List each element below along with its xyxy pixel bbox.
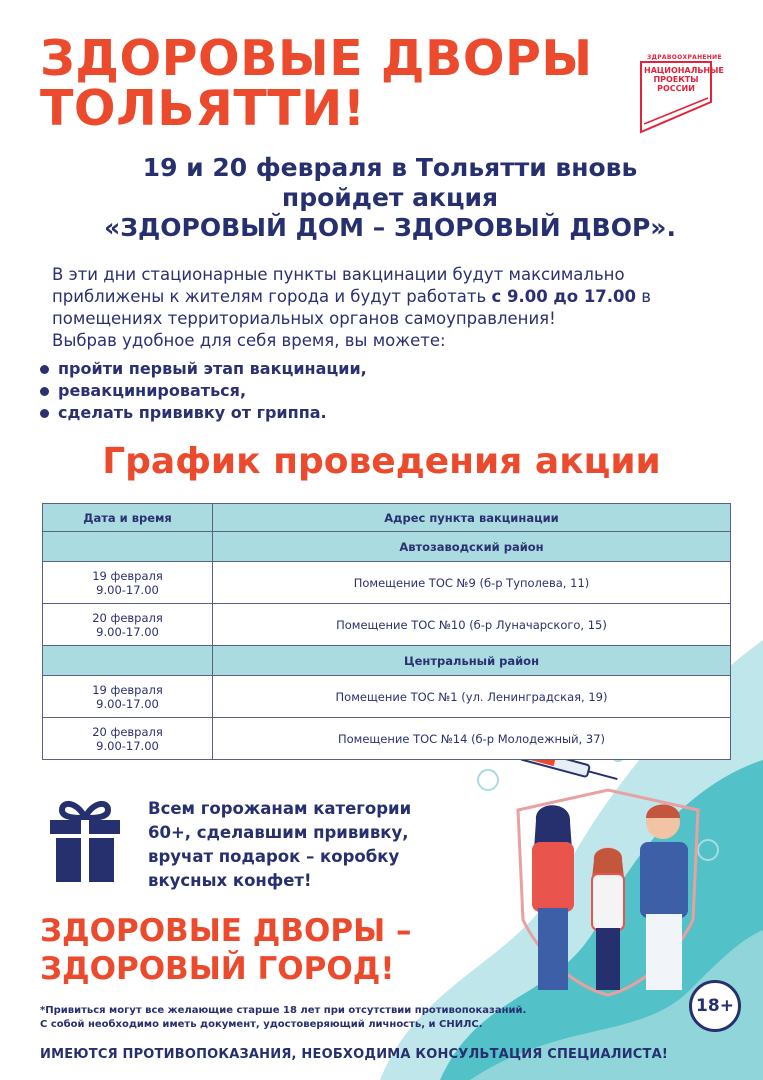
table-header-row	[43, 504, 731, 532]
date-text: 19 февраля	[92, 568, 163, 583]
address-cell: Помещение ТОС №10 (б-р Луначарского, 15)	[213, 604, 731, 646]
table-row	[43, 676, 731, 718]
mother-figure	[532, 805, 574, 990]
headline-line-1: 19 и 20 февраля в Тольятти вновь	[142, 153, 638, 182]
headline-line-3: «ЗДОРОВЫЙ ДОМ – ЗДОРОВЫЙ ДВОР».	[104, 213, 676, 242]
bullet-icon	[40, 365, 49, 374]
headline	[30, 153, 750, 243]
list-item	[40, 402, 367, 424]
contraindications-warning: ИМЕЮТСЯ ПРОТИВОПОКАЗАНИЯ, НЕОБХОДИМА КОНСУЛЬТАЦИЯ СПЕЦИАЛИСТА!	[40, 1047, 669, 1062]
list-item	[40, 358, 367, 380]
address-cell: Помещение ТОС №14 (б-р Молодежный, 37)	[213, 718, 731, 760]
logo-line-2: ПРОЕКТЫ	[653, 75, 699, 84]
footnote	[40, 1004, 640, 1032]
headline-line-2: пройдет акция	[281, 183, 499, 212]
national-projects-logo	[613, 42, 723, 134]
district-name: Центральный район	[213, 646, 731, 676]
district-row	[43, 532, 731, 562]
column-header-address: Адрес пункта вакцинации	[213, 504, 731, 532]
slogan	[40, 912, 412, 988]
intro-text-2: в помещениях территориальных органов самоуправления!	[52, 287, 651, 328]
time-text: 9.00-17.00	[96, 738, 159, 753]
gift-line-4: вкусных конфет!	[148, 871, 312, 890]
options-list	[40, 358, 367, 424]
slogan-line-1: ЗДОРОВЫЕ ДВОРЫ –	[40, 913, 412, 949]
date-cell	[43, 676, 213, 718]
time-text: 9.00-17.00	[96, 696, 159, 711]
table-row	[43, 604, 731, 646]
intro-paragraph	[52, 264, 742, 352]
address-cell: Помещение ТОС №1 (ул. Ленинградская, 19)	[213, 676, 731, 718]
gift-message	[148, 797, 468, 893]
gift-line-2: 60+, сделавшим прививку,	[148, 823, 409, 842]
title-line-2: ТОЛЬЯТТИ!	[40, 80, 366, 137]
logo-name	[644, 66, 724, 93]
date-text: 19 февраля	[92, 682, 163, 697]
list-item	[40, 380, 367, 402]
logo-line-1: НАЦИОНАЛЬНЫЕ	[644, 66, 724, 75]
column-header-date: Дата и время	[43, 504, 213, 532]
bullet-icon	[40, 387, 49, 396]
footnote-line-1: *Привиться могут все желающие старше 18 лет при отсутствии противопоказаний.	[40, 1005, 527, 1016]
district-spacer	[43, 646, 213, 676]
gift-box-icon	[48, 798, 122, 882]
logo-line-3: РОССИИ	[657, 84, 695, 93]
intro-line-4: Выбрав удобное для себя время, вы можете:	[52, 331, 446, 350]
footnote-line-2: С собой необходимо иметь документ, удостоверяющий личность, и СНИЛС.	[40, 1019, 483, 1030]
district-name: Автозаводский район	[213, 532, 731, 562]
father-figure	[640, 805, 688, 991]
list-item-text: сделать прививку от гриппа.	[58, 403, 327, 422]
main-title	[40, 30, 593, 137]
table-row	[43, 562, 731, 604]
logo-top-text: ЗДРАВООХРАНЕНИЕ	[647, 54, 722, 61]
table-row	[43, 718, 731, 760]
title-line-1: ЗДОРОВЫЕ ДВОРЫ	[40, 30, 593, 87]
district-spacer	[43, 532, 213, 562]
time-text: 9.00-17.00	[96, 582, 159, 597]
gift-line-3: вручат подарок – коробку	[148, 847, 400, 866]
intro-text-1: В эти дни стационарные пункты вакцинации будут максимально приближены к жителям города и будут работать	[52, 265, 625, 306]
date-cell	[43, 718, 213, 760]
child-figure	[592, 847, 624, 990]
age-rating-badge: 18+	[689, 980, 741, 1032]
district-row	[43, 646, 731, 676]
family-illustration	[468, 750, 748, 1000]
time-text: 9.00-17.00	[96, 624, 159, 639]
bullet-icon	[40, 409, 49, 418]
gift-line-1: Всем горожанам категории	[148, 799, 412, 818]
slogan-line-2: ЗДОРОВЫЙ ГОРОД!	[40, 951, 395, 987]
date-text: 20 февраля	[92, 610, 163, 625]
schedule-table	[42, 503, 731, 760]
date-cell	[43, 562, 213, 604]
date-text: 20 февраля	[92, 724, 163, 739]
list-item-text: пройти первый этап вакцинации,	[58, 359, 367, 378]
schedule-title: График проведения акции	[102, 441, 661, 482]
intro-hours: с 9.00 до 17.00	[491, 287, 637, 306]
date-cell	[43, 604, 213, 646]
address-cell: Помещение ТОС №9 (б-р Туполева, 11)	[213, 562, 731, 604]
list-item-text: ревакцинироваться,	[58, 381, 247, 400]
